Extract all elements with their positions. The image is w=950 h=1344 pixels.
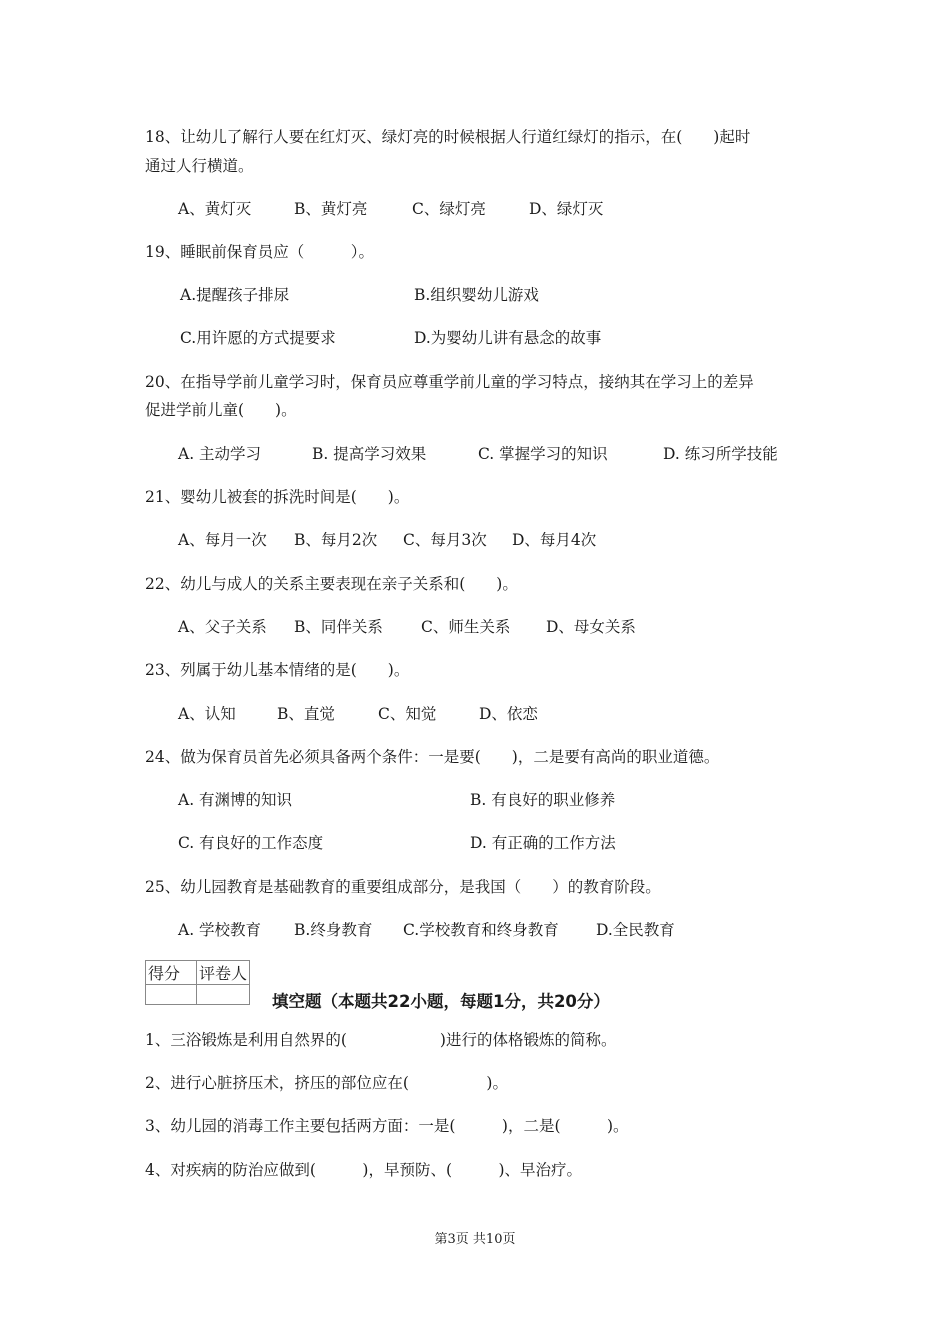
question-18-line-1: 18、让幼儿了解行人要在红灯灭、绿灯亮的时候根据人行道红绿灯的指示，在( )起时 <box>145 128 751 146</box>
q24-option-c: C. 有良好的工作态度 <box>178 834 324 852</box>
q24-option-b: B. 有良好的职业修养 <box>470 791 616 809</box>
score-cell[interactable] <box>146 985 197 1005</box>
q23-option-b: B、直觉 <box>277 705 335 723</box>
q22-option-c: C、师生关系 <box>421 618 511 636</box>
fill-question-4: 4、对疾病的防治应做到( )，早预防、( )、早治疗。 <box>145 1161 583 1179</box>
question-24-line-1: 24、做为保育员首先必须具备两个条件：一是要( )，二是要有高尚的职业道德。 <box>145 748 720 766</box>
grader-cell[interactable] <box>197 985 250 1005</box>
q19-option-a: A.提醒孩子排尿 <box>180 286 290 304</box>
q25-option-d: D.全民教育 <box>596 921 675 939</box>
q19-option-c: C.用许愿的方式提要求 <box>180 329 336 347</box>
q19-option-b: B.组织婴幼儿游戏 <box>414 286 539 304</box>
q22-option-a: A、父子关系 <box>178 618 267 636</box>
q25-option-c: C.学校教育和终身教育 <box>403 921 559 939</box>
q23-option-a: A、认知 <box>178 705 236 723</box>
q18-option-c: C、绿灯亮 <box>412 200 486 218</box>
question-23-line-1: 23、列属于幼儿基本情绪的是( )。 <box>145 661 410 679</box>
fill-question-3: 3、幼儿园的消毒工作主要包括两方面：一是( )，二是( )。 <box>145 1117 629 1135</box>
fill-question-1: 1、三浴锻炼是利用自然界的( )进行的体格锻炼的简称。 <box>145 1031 617 1049</box>
score-table <box>145 960 250 1005</box>
q20-option-b: B. 提高学习效果 <box>312 445 427 463</box>
q24-option-d: D. 有正确的工作方法 <box>470 834 616 852</box>
page-footer: 第3页 共10页 <box>434 1232 516 1247</box>
question-20-line-2: 促进学前儿童( )。 <box>145 401 297 419</box>
q20-option-c: C. 掌握学习的知识 <box>478 445 608 463</box>
q19-option-d: D.为婴幼儿讲有悬念的故事 <box>414 329 602 347</box>
q25-option-a: A. 学校教育 <box>178 921 262 939</box>
question-18-line-2: 通过人行横道。 <box>145 157 254 175</box>
q22-option-d: D、母女关系 <box>546 618 636 636</box>
q21-option-c: C、每月3次 <box>403 531 487 549</box>
q18-option-a: A、黄灯灭 <box>178 200 252 218</box>
q22-option-b: B、同伴关系 <box>294 618 383 636</box>
q21-option-a: A、每月一次 <box>178 531 267 549</box>
grader-header: 评卷人 <box>197 961 250 985</box>
q24-option-a: A. 有渊博的知识 <box>178 791 293 809</box>
section-title: 填空题（本题共22小题，每题1分，共20分） <box>272 992 610 1011</box>
question-19-line-1: 19、睡眠前保育员应（ ）。 <box>145 243 374 261</box>
q23-option-c: C、知觉 <box>378 705 437 723</box>
q18-option-d: D、绿灯灭 <box>529 200 604 218</box>
q25-option-b: B.终身教育 <box>294 921 373 939</box>
q21-option-b: B、每月2次 <box>294 531 378 549</box>
q18-option-b: B、黄灯亮 <box>294 200 368 218</box>
question-21-line-1: 21、婴幼儿被套的拆洗时间是( )。 <box>145 488 410 506</box>
question-20-line-1: 20、在指导学前儿童学习时，保育员应尊重学前儿童的学习特点，接纳其在学习上的差异 <box>145 373 754 391</box>
q20-option-a: A. 主动学习 <box>178 445 262 463</box>
q20-option-d: D. 练习所学技能 <box>663 445 778 463</box>
q21-option-d: D、每月4次 <box>512 531 597 549</box>
question-25-line-1: 25、幼儿园教育是基础教育的重要组成部分，是我国（ ）的教育阶段。 <box>145 878 661 896</box>
fill-question-2: 2、进行心脏挤压术，挤压的部位应在( )。 <box>145 1074 508 1092</box>
score-header: 得分 <box>146 961 197 985</box>
question-22-line-1: 22、幼儿与成人的关系主要表现在亲子关系和( )。 <box>145 575 518 593</box>
q23-option-d: D、依恋 <box>479 705 538 723</box>
